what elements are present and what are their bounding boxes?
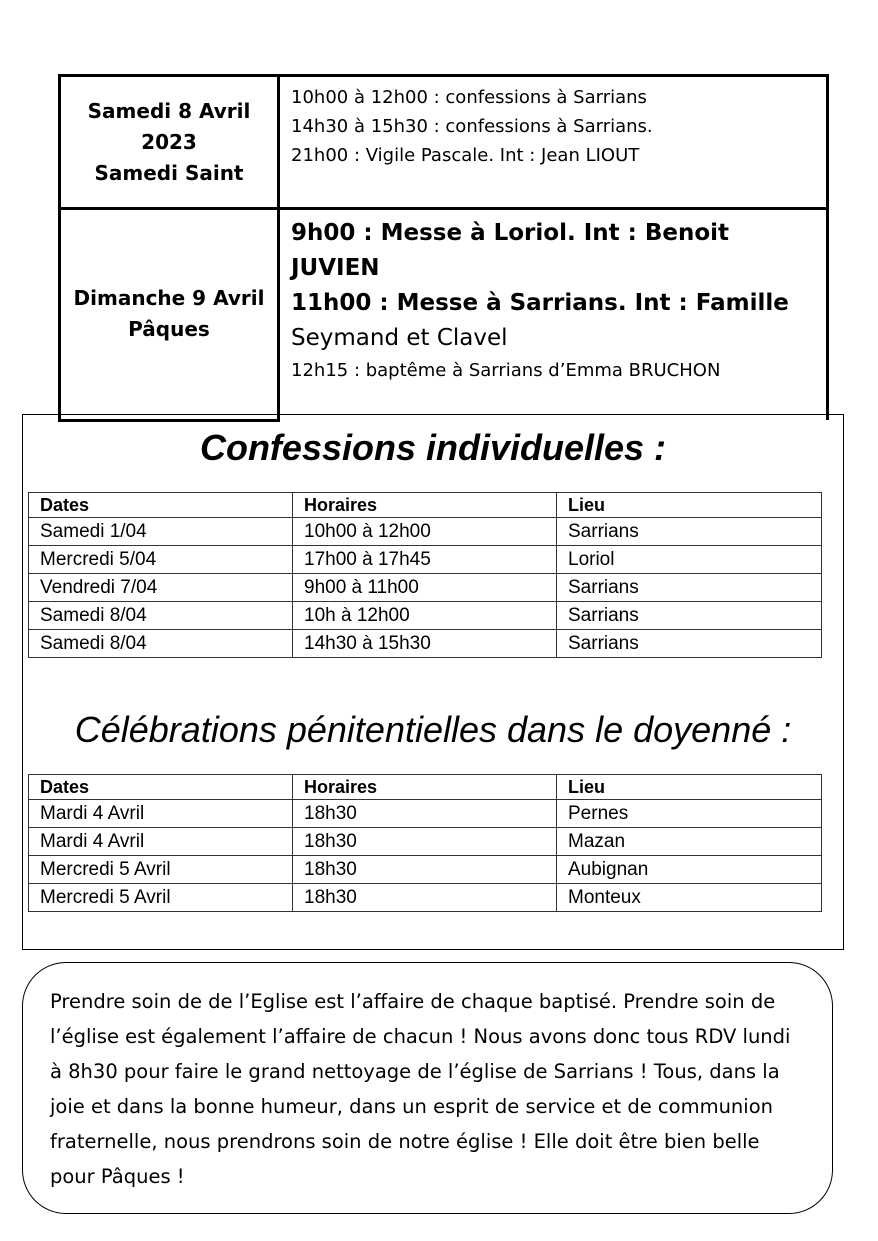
cell-date: Mercredi 5 Avril [29,884,293,912]
cell-place: Sarrians [557,602,822,630]
schedule-day-cell [60,209,279,421]
table-header-row [29,493,822,518]
table-row [29,546,822,574]
schedule-events-cell [279,209,828,421]
table-row [29,884,822,912]
table-row [29,518,822,546]
celebrations-table [28,774,822,912]
event-line: 14h30 à 15h30 : confessions à Sarrians. [291,116,653,137]
event-line: 21h00 : Vigile Pascale. Int : Jean LIOUT [291,145,640,166]
cell-date: Samedi 8/04 [29,630,293,658]
schedule-row-easter-sunday [60,209,828,421]
event-line-mass-loriol: 9h00 : Messe à Loriol. Int : Benoit JUVIEN [291,220,730,281]
schedule-events-cell [279,76,828,209]
cell-place: Mazan [557,828,822,856]
cell-place: Sarrians [557,630,822,658]
cell-place: Sarrians [557,574,822,602]
table-row [29,574,822,602]
schedule-day-cell [60,76,279,209]
event-line: 10h00 à 12h00 : confessions à Sarrians [291,87,647,108]
cell-date: Samedi 8/04 [29,602,293,630]
header-horaires: Horaires [293,493,557,518]
cell-time: 10h00 à 12h00 [293,518,557,546]
day-label: Samedi 8 Avril [87,98,251,123]
church-cleaning-note [22,962,833,1214]
cell-date: Mardi 4 Avril [29,828,293,856]
day-liturgical-name: Pâques [128,317,210,342]
cell-place: Sarrians [557,518,822,546]
cell-place: Monteux [557,884,822,912]
cell-time: 18h30 [293,856,557,884]
cell-date: Mardi 4 Avril [29,800,293,828]
event-line-intention: Seymand et Clavel [291,325,508,351]
holy-week-schedule [58,74,829,422]
cell-date: Mercredi 5 Avril [29,856,293,884]
note-text: Prendre soin de de l’Eglise est l’affaire de chaque baptisé. Prendre soin de l’église est également l’affaire de chacun ! Nous avons donc tous RDV lundi à 8h30 pour faire le grand nettoyage de l’église de Sarrians ! Tous, dans la joie et dans la bonne humeur, dans un esprit de service et de communion fraternelle, nous prendrons soin de notre église ! Elle doit être bien belle pour Pâques ! [50,990,791,1188]
cell-time: 17h00 à 17h45 [293,546,557,574]
header-dates: Dates [29,775,293,800]
event-line-mass-sarrians: 11h00 : Messe à Sarrians. Int : Famille [291,290,789,316]
header-lieu: Lieu [557,775,822,800]
cell-time: 18h30 [293,884,557,912]
day-liturgical-name: Samedi Saint [94,160,244,185]
table-row [29,602,822,630]
table-row [29,856,822,884]
event-line-baptism: 12h15 : baptême à Sarrians d’Emma BRUCHON [291,360,721,381]
day-label: Dimanche 9 Avril [73,286,265,311]
cell-place: Pernes [557,800,822,828]
cell-place: Loriol [557,546,822,574]
table-row [29,630,822,658]
cell-date: Samedi 1/04 [29,518,293,546]
header-lieu: Lieu [557,493,822,518]
cell-time: 18h30 [293,800,557,828]
confessions-table [28,492,822,658]
cell-time: 10h à 12h00 [293,602,557,630]
celebrations-title: Célébrations pénitentielles dans le doyenné : [74,709,792,750]
confessions-frame [22,414,844,950]
cell-date: Mercredi 5/04 [29,546,293,574]
cell-date: Vendredi 7/04 [29,574,293,602]
cell-place: Aubignan [557,856,822,884]
table-row [29,800,822,828]
cell-time: 18h30 [293,828,557,856]
header-dates: Dates [29,493,293,518]
schedule-row-holy-saturday [60,76,828,209]
day-year: 2023 [141,129,197,154]
table-header-row [29,775,822,800]
confessions-title: Confessions individuelles : [199,427,667,468]
header-horaires: Horaires [293,775,557,800]
cell-time: 14h30 à 15h30 [293,630,557,658]
table-row [29,828,822,856]
cell-time: 9h00 à 11h00 [293,574,557,602]
